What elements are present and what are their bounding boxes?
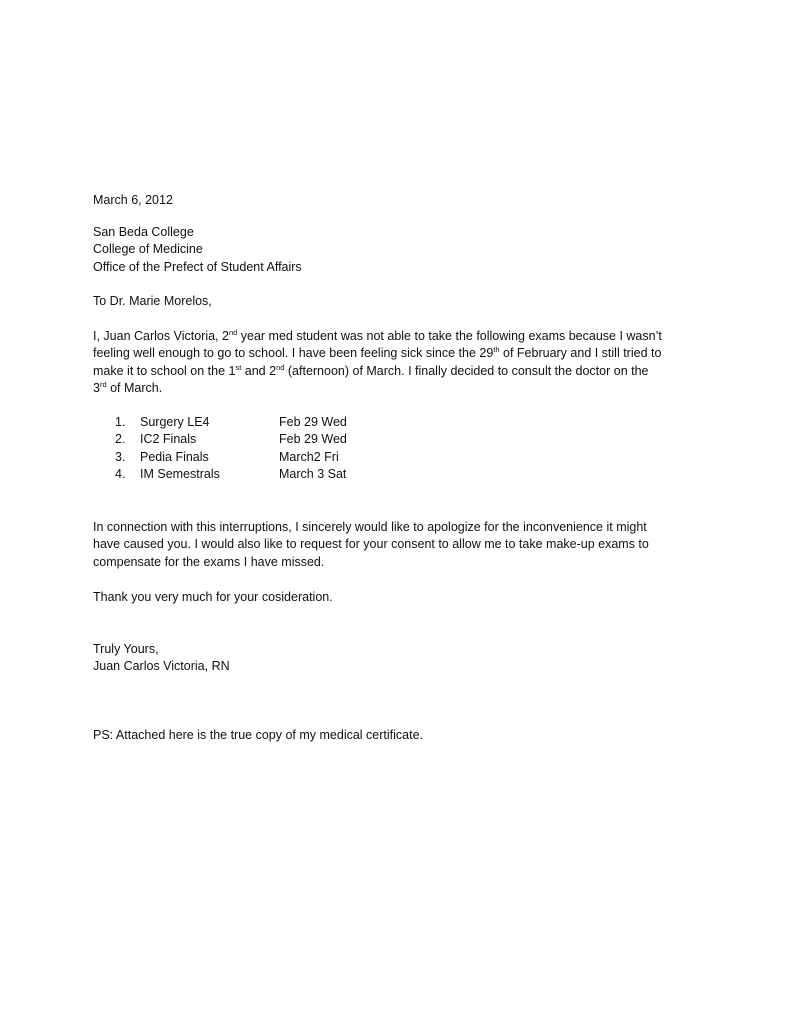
exam-date: March2 Fri	[279, 449, 339, 464]
list-item	[115, 466, 415, 483]
letter-date: March 6, 2012	[93, 193, 173, 207]
list-number: 1.	[115, 415, 126, 429]
list-number: 4.	[115, 467, 126, 482]
paragraph-line: make it to school on the 1st and 2nd (afternoon) of March. I finally decided to consult the doctor on the	[93, 362, 649, 378]
address-line: Office of the Prefect of Student Affairs	[93, 259, 302, 274]
list-number: 3.	[115, 449, 126, 464]
paragraph-line: 3rd of March.	[93, 380, 163, 396]
exam-name: IC2 Finals	[140, 432, 197, 447]
paragraph-line: In connection with this interruptions, I sincerely would like to apologize for the inconvenience it might	[93, 520, 647, 534]
exam-date: Feb 29 Wed	[279, 432, 347, 447]
body-paragraph-2	[93, 519, 703, 571]
thank-you-line: Thank you very much for your cosideration.	[93, 590, 333, 604]
list-item	[115, 449, 415, 466]
missed-exams-list	[115, 414, 415, 484]
exam-name: IM Semestrals	[140, 467, 220, 482]
salutation: To Dr. Marie Morelos,	[93, 294, 212, 308]
list-item	[115, 431, 415, 448]
paragraph-line: feeling well enough to go to school. I have been feeling sick since the 29th of February and I still tried to	[93, 345, 662, 361]
exam-name: Pedia Finals	[140, 449, 209, 464]
exam-date: March 3 Sat	[279, 467, 347, 482]
closing: Truly Yours,	[93, 642, 159, 656]
address-line: San Beda College	[93, 225, 194, 239]
paragraph-line: compensate for the exams I have missed.	[93, 554, 325, 569]
list-number: 2.	[115, 432, 126, 447]
exam-name: Surgery LE4	[140, 415, 210, 429]
paragraph-line: I, Juan Carlos Victoria, 2nd year med student was not able to take the following exams because I wasn’t	[93, 328, 662, 343]
list-item	[115, 414, 415, 431]
signature-name: Juan Carlos Victoria, RN	[93, 659, 230, 674]
paragraph-line: have caused you. I would also like to request for your consent to allow me to take make-up exams to	[93, 537, 649, 552]
recipient-address	[93, 224, 703, 276]
postscript: PS: Attached here is the true copy of my medical certificate.	[93, 728, 424, 742]
body-paragraph-1	[93, 328, 703, 398]
address-line: College of Medicine	[93, 242, 203, 257]
closing-block	[93, 641, 703, 676]
exam-date: Feb 29 Wed	[279, 415, 347, 429]
